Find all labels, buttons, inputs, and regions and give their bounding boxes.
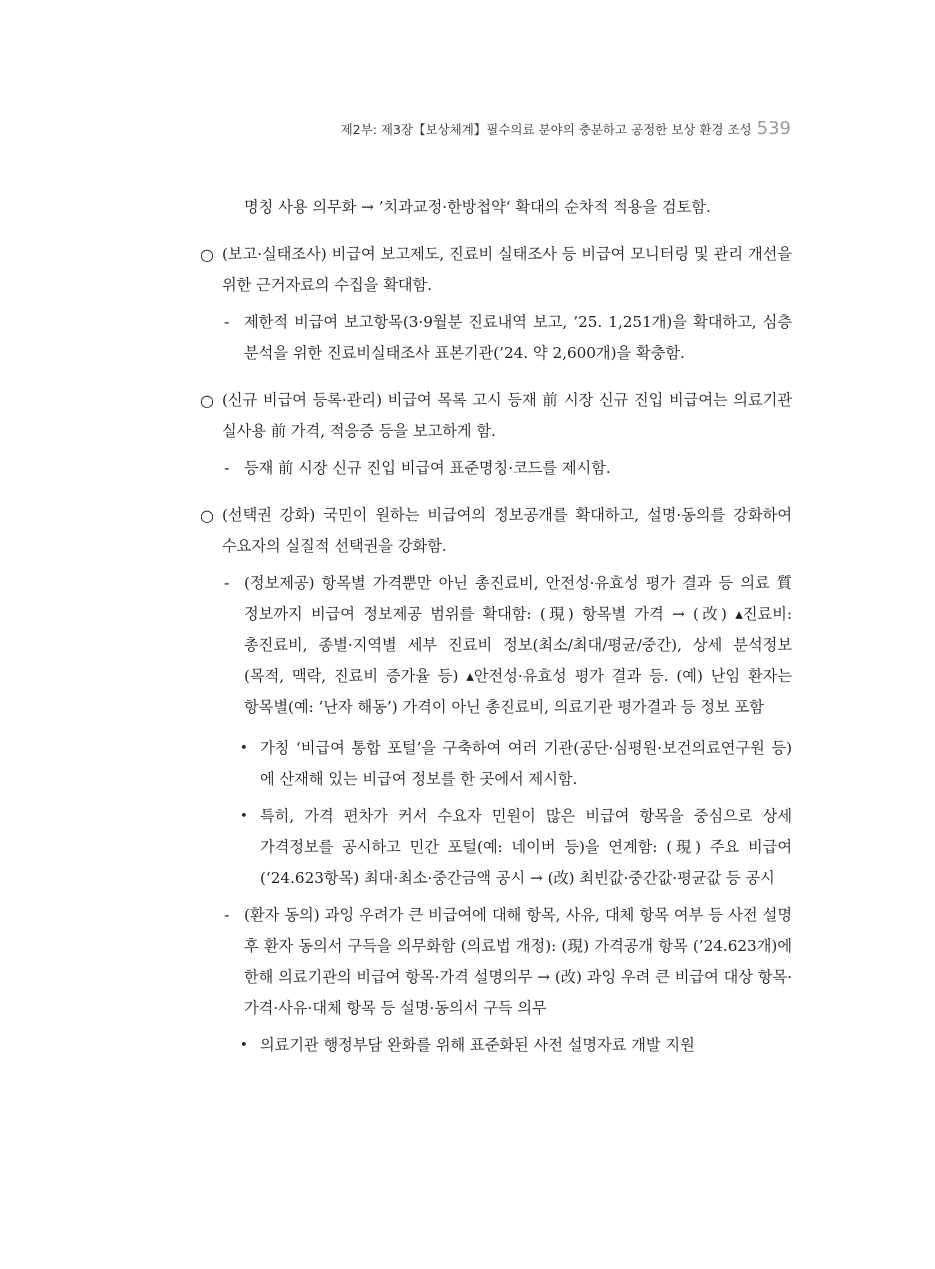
dash-item — [200, 307, 792, 369]
dash-item — [200, 900, 792, 1024]
dash-item-text: 제한적 비급여 보고항목(3·9월분 진료내역 보고, ’25. 1,251개)을 확대하고, 심층 분석을 위한 진료비실태조사 표본기관(’24. 약 2,600개)을 확충함. — [244, 313, 792, 362]
bullet-item-text: 특히, 가격 편차가 커서 수요자 민원이 많은 비급여 항목을 중심으로 상세 가격정보를 공시하고 민간 포털(예: 네이버 등)을 연계함: (現) 주요 비급여 (‘24.623항목) 최대·최소·중간금액 공시 → (改) 최빈값·중간값·평균값 등 공시 — [260, 807, 792, 887]
circle-marker: ○ — [200, 391, 214, 410]
section-text: (신규 비급여 등록·관리) 비급여 목록 고시 등재 前 시장 신규 진입 비급여는 의료기관 실사용 前 가격, 적응증 등을 보고하게 함. — [222, 391, 792, 440]
bullet-marker: • — [240, 809, 248, 824]
section-choice-strengthening — [200, 500, 792, 562]
section-reporting-survey — [200, 239, 792, 301]
bullet-item-text: 가칭 ‘비급여 통합 포털’을 구축하여 여러 기관(공단·심평원·보건의료연구원 등)에 산재해 있는 비급여 정보를 한 곳에서 제시함. — [260, 739, 792, 788]
bullet-item-text: 의료기관 행정부담 완화를 위해 표준화된 사전 설명자료 개발 지원 — [260, 1036, 695, 1054]
page-number: 539 — [756, 118, 791, 139]
bullet-item — [200, 1030, 792, 1061]
dash-marker: - — [224, 313, 230, 331]
circle-marker: ○ — [200, 245, 214, 264]
bullet-marker: • — [240, 741, 248, 756]
continuation-paragraph: 명칭 사용 의무화 → ’치과교정·한방첩약‘ 확대의 순차적 적용을 검토함. — [244, 198, 711, 216]
running-header — [341, 118, 791, 139]
dash-item-text: 등재 前 시장 신규 진입 비급여 표준명칭·코드를 제시함. — [244, 459, 611, 477]
dash-item — [200, 453, 792, 484]
circle-marker: ○ — [200, 506, 214, 525]
dash-item-text: (환자 동의) 과잉 우려가 큰 비급여에 대해 항목, 사유, 대체 항목 여부 등 사전 설명 후 환자 동의서 구득을 의무화함 (의료법 개정): (現) 가격공개 항목 (’24.623개)에 한해 의료기관의 비급여 항목·가격 설명의무 → (改) 과잉 우려 큰 비급여 대상 항목·가격·사유·대체 항목 등 설명·동의서 구득 의무 — [244, 906, 792, 1017]
dash-marker: - — [224, 906, 230, 924]
bullet-item — [200, 801, 792, 894]
dash-marker: - — [224, 574, 230, 592]
dash-item — [200, 568, 792, 723]
body-content — [200, 192, 792, 1061]
dash-item-text: (정보제공) 항목별 가격뿐만 아닌 총진료비, 안전성·유효성 평가 결과 등 의료 質 정보까지 비급여 정보제공 범위를 확대함: (現) 항목별 가격 → (改) ▴진료비: 총진료비, 종별·지역별 세부 진료비 정보(최소/최대/평균/중간), 상세 분석정보(목적, 맥락, 진료비 증가율 등) ▴안전성·유효성 평가 결과 등. (예) 난임 환자는 항목별(예: ’난자 해동’) 가격이 아닌 총진료비, 의료기관 평가결과 등 정보 포함 — [244, 574, 792, 716]
dash-marker: - — [224, 459, 230, 477]
bullet-marker: • — [240, 1038, 248, 1053]
bullet-item — [200, 733, 792, 795]
header-title: 제2부: 제3장【보상체계】필수의료 분야의 충분하고 공정한 보상 환경 조성 — [340, 122, 752, 137]
section-text: (선택권 강화) 국민이 원하는 비급여의 정보공개를 확대하고, 설명·동의를 강화하여 수요자의 실질적 선택권을 강화함. — [222, 506, 792, 555]
section-new-noncovered-registration — [200, 385, 792, 447]
section-text: (보고·실태조사) 비급여 보고제도, 진료비 실태조사 등 비급여 모니터링 및 관리 개선을 위한 근거자료의 수집을 확대함. — [222, 245, 792, 294]
